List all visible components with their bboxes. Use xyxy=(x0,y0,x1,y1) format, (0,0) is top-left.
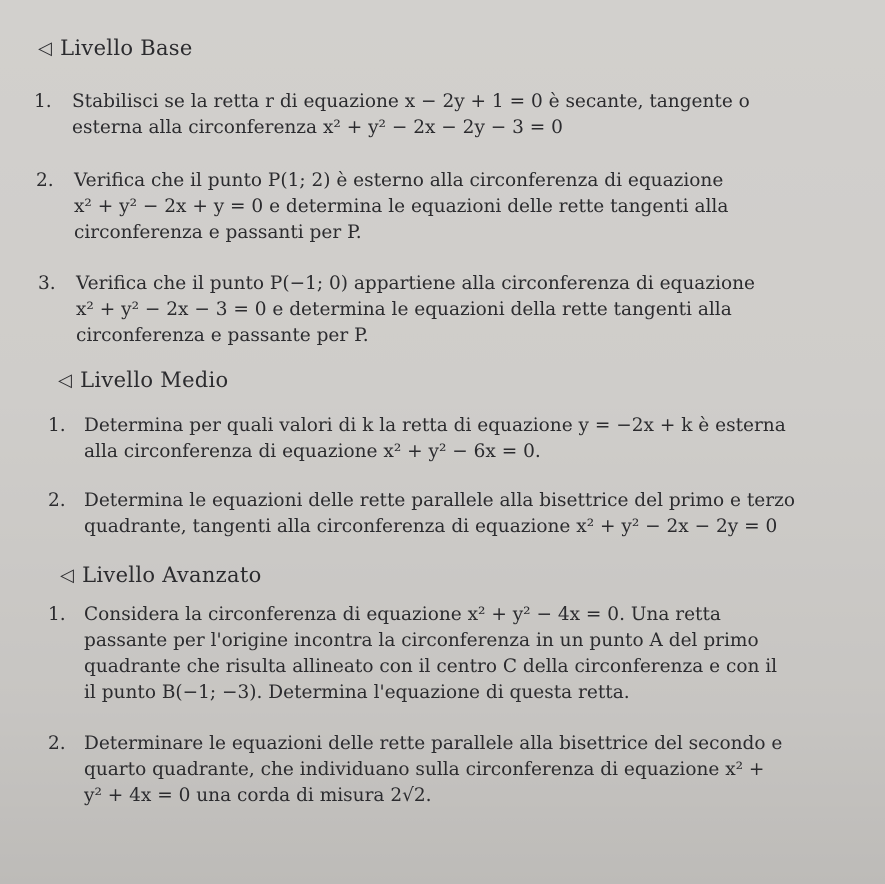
section-title-medio xyxy=(58,368,229,392)
exercise-number: 2. xyxy=(48,733,66,754)
section-title-avanzato xyxy=(60,563,262,587)
exercise-line: quarto quadrante, che individuano sulla circonferenza di equazione x² + xyxy=(84,759,765,780)
exercise-line: quadrante che risulta allineato con il centro C della circonferenza e con il xyxy=(84,656,778,677)
triangle-marker-icon: ◁ xyxy=(60,564,75,586)
exercise-item xyxy=(48,602,878,706)
section-title-label: Livello Base xyxy=(60,36,193,60)
exercise-line: esterna alla circonferenza x² + y² − 2x − 2y − 3 = 0 xyxy=(72,117,563,138)
exercise-line: circonferenza e passante per P. xyxy=(76,325,369,346)
exercise-line: y² + 4x = 0 una corda di misura 2√2. xyxy=(84,785,432,806)
triangle-marker-icon: ◁ xyxy=(38,37,53,59)
exercise-item xyxy=(48,413,878,465)
exercise-line: Stabilisci se la retta r di equazione x − 2y + 1 = 0 è secante, tangente o xyxy=(72,91,750,112)
exercise-line: il punto B(−1; −3). Determina l'equazione di questa retta. xyxy=(84,682,630,703)
exercise-line: x² + y² − 2x − 3 = 0 e determina le equazioni della rette tangenti alla xyxy=(76,299,732,320)
exercise-line: Determina le equazioni delle rette parallele alla bisettrice del primo e terzo xyxy=(84,490,795,511)
section-title-base xyxy=(38,36,193,60)
exercise-line: circonferenza e passanti per P. xyxy=(74,222,362,243)
section-title-label: Livello Avanzato xyxy=(82,563,262,587)
exercise-line: quadrante, tangenti alla circonferenza di equazione x² + y² − 2x − 2y = 0 xyxy=(84,516,778,537)
exercise-item xyxy=(48,488,878,540)
exercise-number: 2. xyxy=(36,170,54,191)
exercise-line: Determinare le equazioni delle rette parallele alla bisettrice del secondo e xyxy=(84,733,783,754)
exercise-line: Determina per quali valori di k la retta di equazione y = −2x + k è esterna xyxy=(84,415,786,436)
exercise-item xyxy=(38,271,868,349)
exercise-number: 1. xyxy=(34,91,52,112)
exercise-number: 1. xyxy=(48,604,66,625)
exercise-line: passante per l'origine incontra la circonferenza in un punto A del primo xyxy=(84,630,759,651)
exercise-line: alla circonferenza di equazione x² + y² − 6x = 0. xyxy=(84,441,541,462)
exercise-line: Verifica che il punto P(−1; 0) appartiene alla circonferenza di equazione xyxy=(76,273,755,294)
exercise-line: x² + y² − 2x + y = 0 e determina le equazioni delle rette tangenti alla xyxy=(74,196,729,217)
exercise-number: 3. xyxy=(38,273,56,294)
section-title-label: Livello Medio xyxy=(80,368,229,392)
exercise-item xyxy=(34,89,864,141)
exercise-number: 1. xyxy=(48,415,66,436)
exercise-item xyxy=(36,168,866,246)
exercise-line: Considera la circonferenza di equazione x² + y² − 4x = 0. Una retta xyxy=(84,604,721,625)
exercise-item xyxy=(48,731,878,809)
exercise-line: Verifica che il punto P(1; 2) è esterno alla circonferenza di equazione xyxy=(74,170,724,191)
triangle-marker-icon: ◁ xyxy=(58,369,73,391)
exercise-number: 2. xyxy=(48,490,66,511)
